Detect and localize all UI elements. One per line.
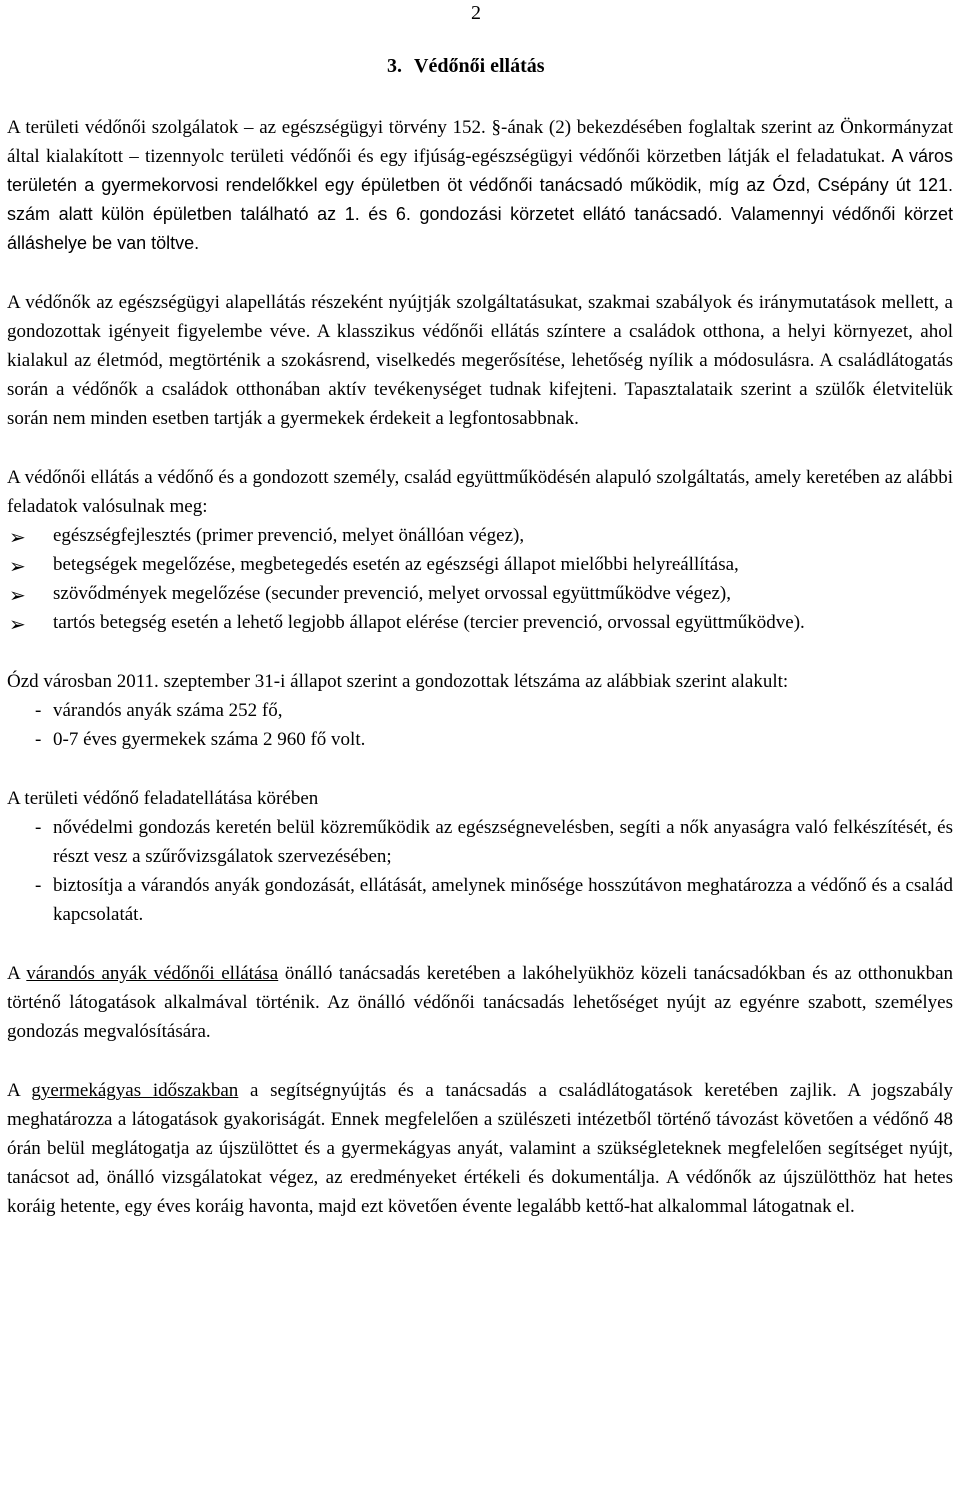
section-heading [387,55,545,78]
dash-bullet: - [35,700,42,721]
paragraph-services: A védőnők az egészségügyi alapellátás részeként nyújtják szolgáltatásukat, szakmai szabályok és iránymutatások mellett, a gondozottak igényeit figyelembe véve. A klasszikus védőnői ellátás színtere a családok otthona, a helyi környezet, ahol kialakul az életmód, megtörténik a szokásrend, viselkedés megerősítése, lehetőség nyílik a módosulásra. A családlátogatás során a védőnők a családok otthonában aktív tevékenységet tudnak kifejteni. Tapasztalataik szerint a szülők életvitelük során nem minden esetben tartják a gyermekek érdekeit a legfontosabbnak. [7,292,953,429]
postpartum-lead: A [7,1080,20,1101]
list-item [7,696,953,725]
paragraph-postpartum-care [7,1076,953,1221]
list-item [7,608,953,637]
dash-bullet: - [35,817,42,838]
arrow-bullet-icon: ➢ [9,583,26,607]
tasks-list [7,521,953,637]
arrow-bullet-icon: ➢ [9,525,26,549]
list-item [7,725,953,754]
task-text: szövődmények megelőzése (secunder prevenció, melyet orvossal együttműködve végez), [53,583,731,604]
paragraph-tasks-intro: A védőnői ellátás a védőnő és a gondozott személy, család együttműködésén alapuló szolgáltatás, amely keretében az alábbi feladatok valósulnak meg: [7,467,953,517]
stat-text: várandós anyák száma 252 fő, [53,700,283,721]
task-text: tartós betegség esetén a lehető legjobb állapot elérése (tercier prevenció, orvossal együttműködve). [53,612,805,633]
prenatal-text: önálló tanácsadás keretében a lakóhelyükhöz közeli tanácsadókban és az otthonukban történő látogatások alkalmával történik. Az önálló védőnői tanácsadás lehetőséget nyújt az egyénre szabott, személyes gondozás megvalósítására. [7,963,953,1042]
paragraph-organization-text: A területi védőnői szolgálatok – az egészségügyi törvény 152. §-ának (2) bekezdésében foglaltak szerint az Önkormányzat által kialakított – tizennyolc területi védőnői és egy ifjúság-egészségügyi védőnői körzetben látják el feladatukat. [7,117,953,167]
duties-list [7,813,953,929]
dash-bullet: - [35,729,42,750]
duty-text: biztosítja a várandós anyák gondozását, ellátását, amelynek minősége hosszútávon meghatározza a védőnő és a család kapcsolatát. [53,875,953,925]
paragraph-duties-intro: A területi védőnő feladatellátása körében [7,788,319,809]
document-body [7,113,953,1251]
section-title: Védőnői ellátás [414,55,545,77]
page-number: 2 [471,2,481,24]
dash-bullet: - [35,875,42,896]
stat-text: 0-7 éves gyermekek száma 2 960 fő volt. [53,729,366,750]
postpartum-underlined-term: gyermekágyas időszakban [31,1080,239,1101]
list-item [7,579,953,608]
list-item [7,550,953,579]
task-text: egészségfejlesztés (primer prevenció, melyet önállóan végez), [53,525,525,546]
arrow-bullet-icon: ➢ [9,554,26,578]
prenatal-underlined-term: várandós anyák védőnői ellátása [26,963,279,984]
paragraph-stats-intro: Ózd városban 2011. szeptember 31-i állapot szerint a gondozottak létszáma az alábbiak szerint alakult: [7,671,789,692]
list-item [7,521,953,550]
paragraph-organization [7,113,953,258]
duty-text: nővédelmi gondozás keretén belül közreműködik az egészségnevelésben, segíti a nők anyaságra való felkészítését, és részt vesz a szűrővizsgálatok szervezésében; [53,817,953,867]
prenatal-lead: A [7,963,20,984]
postpartum-text: a segítségnyújtás és a tanácsadás a családlátogatások keretében zajlik. A jogszabály meghatározza a látogatások gyakoriságát. Ennek megfelelően a szülészeti intézetből történő távozást követően a védőnő 48 órán belül meglátogatja az újszülöttet és a gyermekágyas anyát, valamint a szükségleteknek megfelelően segítséget nyújt, tanácsot ad, önálló vizsgálatokat végez, az eredményeket értékeli és dokumentálja. A védőnők az újszülötthöz hat hetes koráig hetente, egy éves koráig havonta, majd ezt követően évente legalább kettő-hat alkalommal látogatnak el. [7,1080,954,1217]
paragraph-prenatal-care [7,959,953,1046]
list-item [7,813,953,871]
stats-list [7,696,953,754]
paragraph-organization-sans-text: A város területén a gyermekorvosi rendelőkkel egy épületben öt védőnői tanácsadó működik, míg az Ózd, Csépány út 121. szám alatt külön épületben található az 1. és 6. gondozási körzetet ellátó tanácsadó. Valamennyi védőnői körzet álláshelye be van töltve. [7,146,954,253]
section-number: 3. [387,55,402,77]
task-text: betegségek megelőzése, megbetegedés esetén az egészségi állapot mielőbbi helyreállítása, [53,554,739,575]
arrow-bullet-icon: ➢ [9,612,26,636]
list-item [7,871,953,929]
